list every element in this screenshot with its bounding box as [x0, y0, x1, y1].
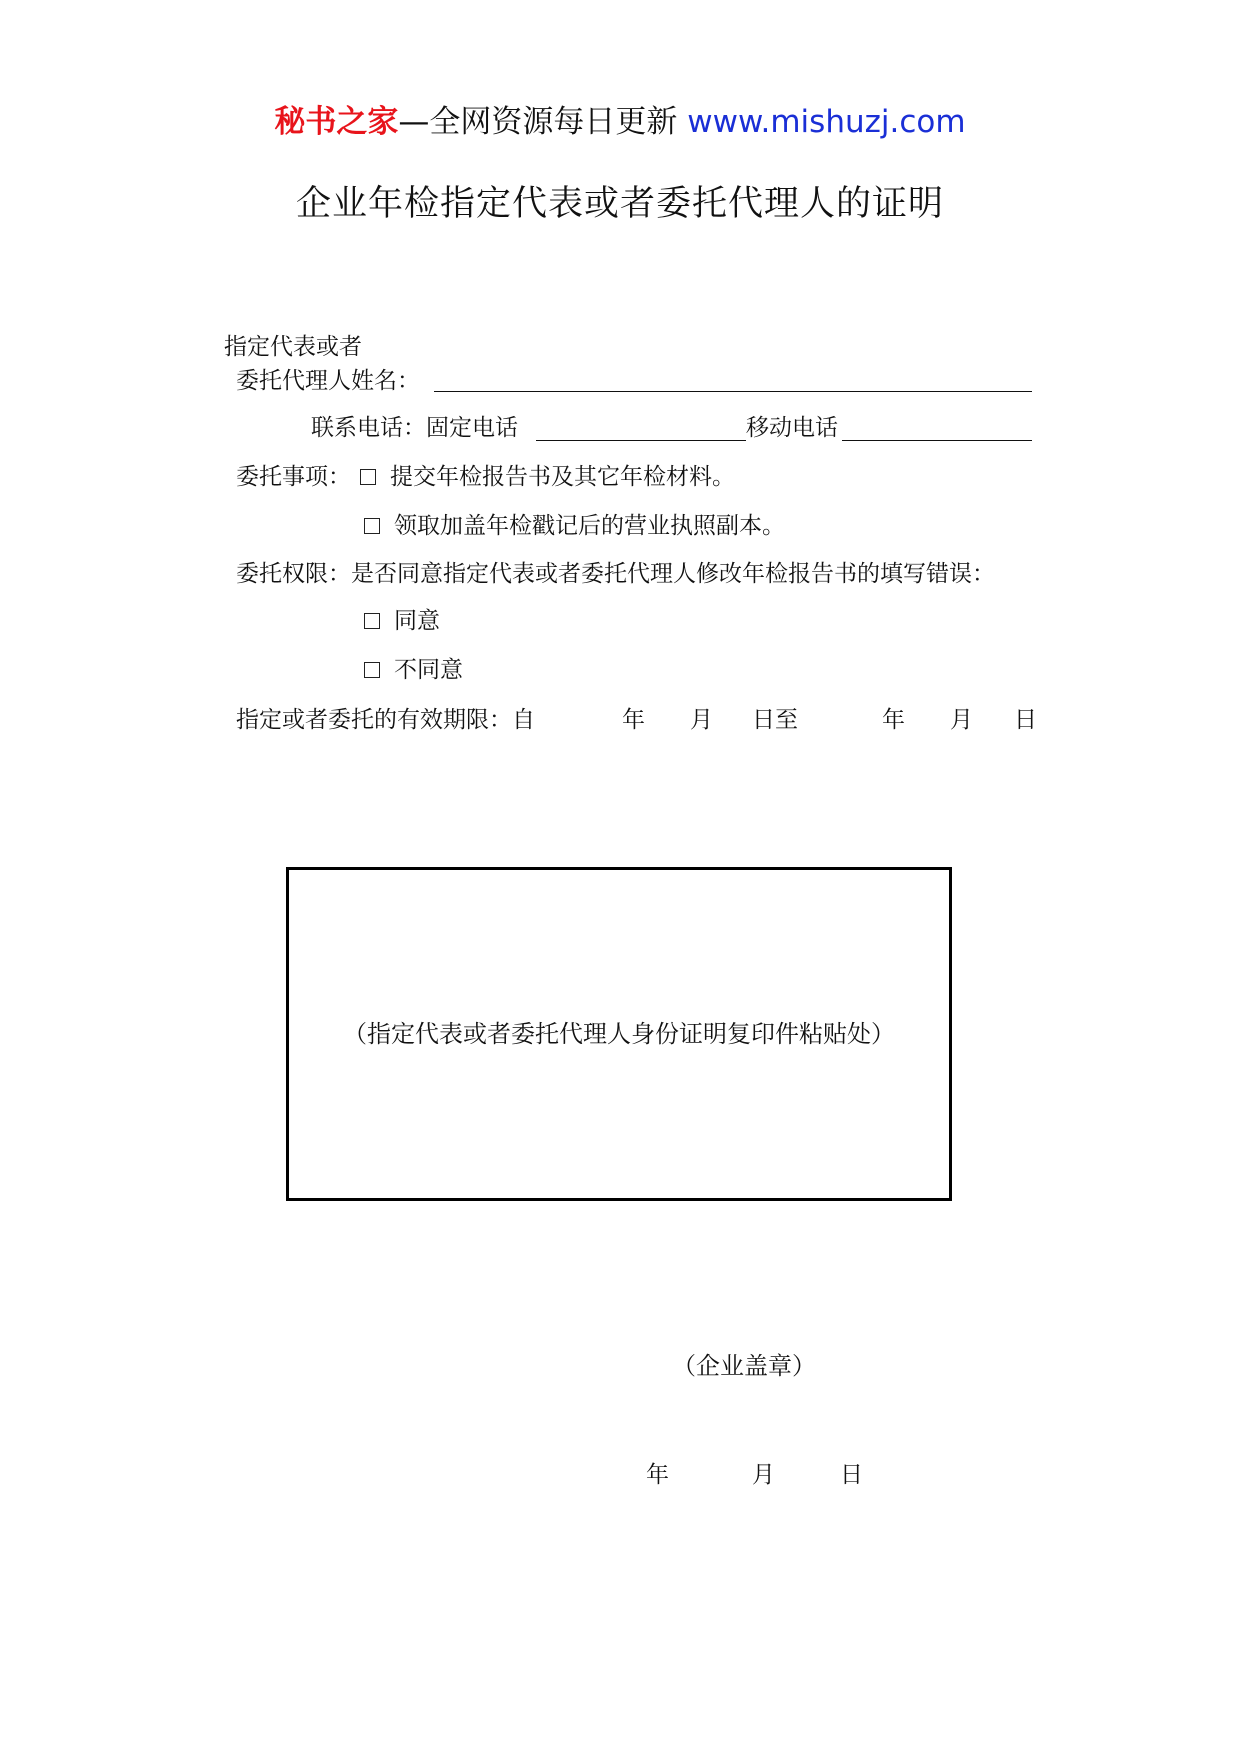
phone-label: 联系电话：固定电话 — [311, 415, 518, 441]
disagree-text: 不同意 — [394, 657, 463, 683]
footer-year: 年 — [646, 1462, 669, 1488]
rep-label-line2: 委托代理人姓名： — [236, 368, 420, 394]
footer-month: 月 — [752, 1462, 775, 1488]
matter-1-checkbox[interactable] — [360, 469, 376, 485]
header-tagline: —全网资源每日更新 — [398, 104, 688, 140]
authority-label: 委托权限：是否同意指定代表或者委托代理人修改年检报告书的填写错误： — [236, 561, 995, 587]
mobile-phone-field[interactable] — [842, 440, 1032, 441]
matter-item-2 — [364, 509, 785, 543]
id-box-caption: （指定代表或者委托代理人身份证明复印件粘贴处） — [343, 1020, 895, 1048]
footer-day: 日 — [840, 1462, 863, 1488]
matters-label: 委托事项： — [236, 464, 351, 490]
matter-item-1 — [360, 460, 735, 494]
company-seal-label: （企业盖章） — [672, 1352, 816, 1380]
fixed-phone-field[interactable] — [536, 440, 746, 441]
site-header — [0, 100, 1240, 144]
period-month-1: 月 — [690, 707, 713, 733]
period-month-2: 月 — [950, 707, 973, 733]
period-label: 指定或者委托的有效期限：自 — [236, 707, 535, 733]
period-day-2: 日 — [1014, 707, 1037, 733]
agree-checkbox[interactable] — [364, 613, 380, 629]
mobile-label: 移动电话 — [746, 415, 838, 441]
brand-name: 秘书之家 — [274, 104, 399, 140]
rep-name-field[interactable] — [434, 391, 1032, 392]
matter-1-text: 提交年检报告书及其它年检材料。 — [390, 464, 735, 490]
period-year-1: 年 — [622, 707, 645, 733]
period-year-2: 年 — [882, 707, 905, 733]
option-agree — [364, 604, 440, 638]
rep-label-line1: 指定代表或者 — [224, 334, 362, 360]
matter-2-checkbox[interactable] — [364, 518, 380, 534]
period-day-to: 日至 — [752, 707, 798, 733]
agree-text: 同意 — [394, 608, 440, 634]
option-disagree — [364, 653, 463, 687]
matter-2-text: 领取加盖年检戳记后的营业执照副本。 — [394, 513, 785, 539]
disagree-checkbox[interactable] — [364, 662, 380, 678]
document-title: 企业年检指定代表或者委托代理人的证明 — [295, 184, 944, 224]
site-url-link[interactable]: www.mishuzj.com — [687, 104, 966, 140]
